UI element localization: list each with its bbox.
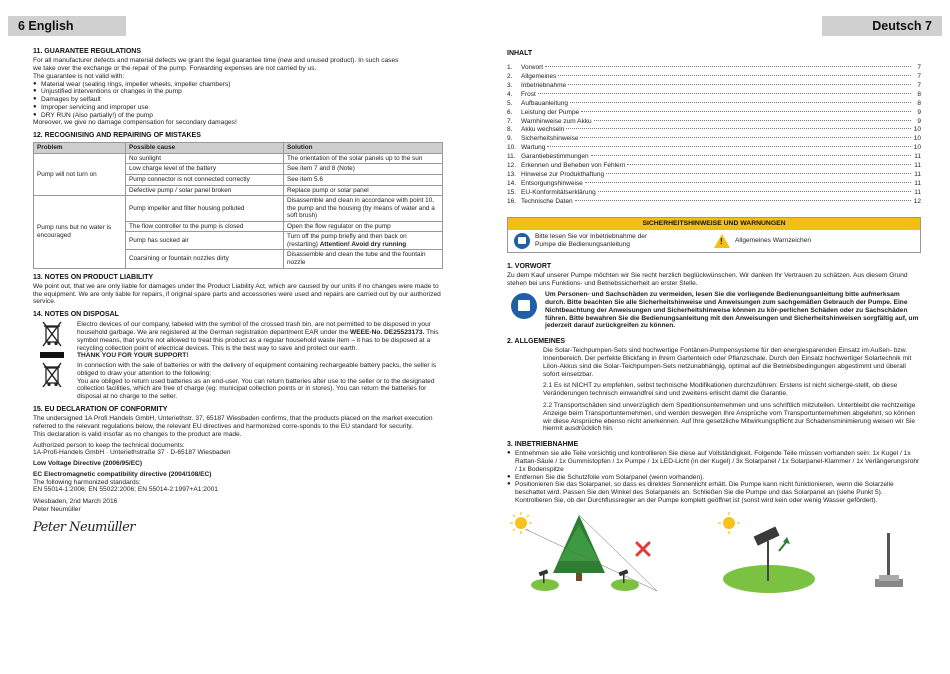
toc-entry-title: Technische Daten <box>521 197 573 205</box>
table-cell: Pump has sucked air <box>126 232 284 250</box>
toc-number: 11. <box>507 153 516 161</box>
solution-warning: Attention! Avoid dry running <box>319 240 407 248</box>
list-item: ● Damages by selfault <box>33 96 443 104</box>
disposal-text-1b: This symbol means, that you're not allowed to treat this product as a regular household waste item – it has to be disposed at a recycling collection point of electrical devices. This is the best way to save and protect our earth. <box>77 329 439 352</box>
table-cell: Open the flow regulator on the pump <box>284 221 443 232</box>
toc-number: 13. <box>507 170 517 178</box>
toc-entry <box>507 180 921 189</box>
toc-entry <box>507 91 921 100</box>
toc-number: 6. <box>507 108 513 116</box>
section-title-1: 1. VORWORT <box>507 262 552 270</box>
toc-entry-title: Warnhinweise zum Akku <box>521 117 592 125</box>
toc-page-number: 10 <box>913 144 921 152</box>
toc-page-number: 11 <box>914 179 921 187</box>
lawn-icon <box>531 579 559 591</box>
handwritten-signature: Peter Neumüller <box>33 519 135 535</box>
toc-page-number: 8 <box>917 90 921 98</box>
conformity-text-1: The undersigned 1A Profi Handels GmbH, Unteriethstr. 37, 65187 Wiesbaden confirms, that the products placed on the market execution referred to the relevant regulations below, the relevant EU directives and harmonized corre-sponds to the EU standard for security. <box>33 415 433 430</box>
toc-entry-title: Aufbauanleitung <box>521 99 568 107</box>
table-header-row <box>34 143 443 154</box>
toc-page-number: 11 <box>914 162 921 170</box>
guarantee-text-1: For all manufacturer defects and material defects we grant the legal guarantee time (new and unused product). In such cases <box>33 57 399 65</box>
toc-entry <box>507 73 921 82</box>
disposal-text-2: In connection with the sale of batteries or with the delivery of equipment containing rechargeable battery packs, the seller is obliged to draw your attention to the following: <box>77 362 437 377</box>
sun-icon <box>718 512 740 534</box>
guarantee-text-4: Moreover, we give no damage compensation for secondary damages! <box>33 119 237 127</box>
toc-entry <box>507 126 921 135</box>
toc-entry-title: EU-Konformitätserklärung <box>521 188 596 196</box>
toc-entry <box>507 162 921 171</box>
table-cell: Pump runs but no water is encouraged <box>34 196 126 268</box>
list-item: ● Unjustified interventions or changes in the pump <box>33 88 443 96</box>
safety-warning-box <box>507 217 921 253</box>
toc-entry <box>507 118 921 127</box>
toc-page-number: 7 <box>917 73 921 81</box>
toc-leader <box>575 200 911 201</box>
toc-number: 16. <box>507 197 517 205</box>
signatory-name: Peter Neumüller <box>33 505 81 513</box>
solar-panel-icon <box>754 526 780 545</box>
toc-entry-title: Erkennen und Beheben von Fehlern <box>521 162 626 170</box>
toc-number: 15. <box>507 188 517 196</box>
toc-leader <box>598 191 911 192</box>
list-item: ● Positionieren Sie das Solarpanel, so dass es direktes Sonnenlicht erhält. Die Pumpe kann nicht funktionieren, wenn die Solarzelle beschattet wird. Passen Sie den Winkel des Solarpanels an. Schließen Sie die Pumpe und das Solarpanel an (siehe Punkt 5). Kontrollieren Sie, ob der Durchflussregler an der Pumpe komplett geöffnet ist (sonst wird kein oder wenig Wasser gefördert). <box>507 481 921 504</box>
conformity-text-5: The following harmonized standards: <box>33 478 141 486</box>
toc-page-number: 8 <box>917 99 921 107</box>
toc-entry-title: Entsorgungshinweise <box>521 179 583 187</box>
toc-entry-title: Inbetriebnahme <box>521 82 567 90</box>
solar-panel-placement-illustration <box>507 511 921 593</box>
toc-number: 3. <box>507 82 513 90</box>
toc-leader <box>580 137 911 138</box>
toc-number: 8. <box>507 126 513 134</box>
table-cell: Low charge level of the battery <box>126 164 284 175</box>
section-title-11: 11. GUARANTEE REGULATIONS <box>33 48 141 55</box>
column-header: Problem <box>34 143 126 154</box>
crossed-battery-bin-icon <box>41 362 63 388</box>
disposal-text-1: Electro devices of our company, labeled with the symbol of the crossed trash bin, are not permitted to be disposed in your household garbage. We are registered at the German registration department EAR under the <box>77 321 431 337</box>
general-text-1: Die Solar-Teichpumpen-Sets sind hochwertige Fontänen-Pumpensysteme für den energiesparenden Einsatz im Außen- bzw. Innenbereich. Der perfekte Blickfang in Ihrem Gartenteich oder Pflanzschale. Durch den Einsatz hochwertiger Solartechnik mit LiIon-Akkus sind die Solar-Teichpumpen-Sets netzunabhängig, optimal auf die Betriebsbedingungen abgestimmt und überall sofort einsetzbar. <box>543 347 912 378</box>
thanks-text: THANK YOU FOR YOUR SUPPORT! <box>77 352 189 360</box>
section-title-14: 14. NOTES ON DISPOSAL <box>33 311 119 319</box>
list-item: ● Entnehmen sie alle Teile vorsichtig und kontrollieren Sie diese auf Vollständigkeit. Folgende Teile müssen vorhanden sein: 1x Kugel / 1x Rattan-Säule / 1x Gummistopfen / 1x Pumpe / 1x LED-Licht (in der Kugel) / 3x Solarpanel / 1x Solarpanel-Klammer / 1x Verlängerungsrohr / 1x Bodenspitze <box>507 450 921 473</box>
toc-entry-title: Allgemeines <box>521 73 557 81</box>
page-header-right: Deutsch 7 <box>822 16 942 36</box>
safety-warning-title: SICHERHEITSHINWEISE UND WARNUNGEN <box>508 218 920 230</box>
right-column <box>507 48 921 595</box>
page-header-left: 6 English <box>8 16 126 36</box>
guarantee-text-2: we take over the exchange or the repair of the pump. Forwarding expenses are not carried by us. <box>33 65 317 73</box>
list-item: ● Improper servicing and improper use <box>33 104 443 112</box>
toc-number: 9. <box>507 135 513 143</box>
toc-entry <box>507 171 921 180</box>
section-title-3: 3. INBETRIEBNAHME <box>507 441 579 449</box>
toc-leader <box>594 120 911 121</box>
toc-leader <box>581 111 911 112</box>
page-right <box>478 0 950 674</box>
disposal-block-1 <box>33 321 443 360</box>
list-item: ● Material wear (sealing rings, impeller wheels, impeller chambers) <box>33 81 443 89</box>
toc-number: 14. <box>507 179 517 187</box>
toc-entry <box>507 82 921 91</box>
table-cell: Disassemble and clean in accordance with point 10, the pump and the housing (by means of water and a soft brush) <box>284 196 443 222</box>
toc-entry-title: Akku wechseln <box>521 126 565 134</box>
toc-leader <box>566 128 911 129</box>
toc-number: 2. <box>507 73 513 81</box>
wrong-mark-icon <box>637 543 649 555</box>
conformity-text-2: This declaration is valid insofar as no changes to the product are made. <box>33 430 242 438</box>
general-text-2: 2.1 Es ist NICHT zu empfehlen, selbst technische Modifikationen durchzuführen: Erstens ist nicht sicherge-stellt, ob diese Veränderungen technisch einwandfrei sind und zweitens erlischt damit die Garantie. <box>543 382 898 398</box>
solution-text: Turn off the pump briefly and then back on (restarting) <box>287 233 407 248</box>
toc-entry <box>507 100 921 109</box>
emc-directive: EC Electromagnetic compatibility directive (2004/108/EC) <box>33 470 212 478</box>
disposal-text-3: You are obliged to return used batteries as an end-user. You can return batteries after use to the seller or to the designated collection facilities, which are free of charge (eg: municipal collection points or in stores). You can return the batteries for disposal at no charge to the seller. <box>77 377 435 401</box>
toc-entry-title: Leistung der Pumpe <box>521 108 580 116</box>
toc-number: 12. <box>507 162 517 170</box>
table-cell: No sunlight <box>126 153 284 164</box>
toc-leader <box>568 84 911 85</box>
section-title-2: 2. ALLGEMEINES <box>507 338 566 346</box>
list-item: ● Entfernen Sie die Schutzfolie vom Solarpanel (wenn vorhanden). <box>507 474 921 482</box>
toc-leader <box>547 146 911 147</box>
troubleshooting-table <box>33 142 443 268</box>
lawn-icon <box>611 579 639 591</box>
read-manual-text: Bitte lesen Sie vor Inbetriebnahme der Pumpe die Bedienungsanleitung <box>535 232 648 248</box>
table-cell: Disassemble and clean the tube and the fountain nozzle <box>284 250 443 268</box>
disposal-block-2 <box>33 362 443 401</box>
toc-number: 4. <box>507 90 513 98</box>
signature-date: Wiesbaden, 2nd March 2016 <box>33 498 118 506</box>
toc-title: INHALT <box>507 50 533 57</box>
toc-leader <box>591 155 911 156</box>
toc-entry <box>507 189 921 198</box>
toc-page-number: 11 <box>914 188 921 196</box>
table-of-contents <box>507 64 921 206</box>
toc-entry <box>507 198 921 207</box>
warning-mark: ! <box>720 236 723 246</box>
warning-triangle-icon <box>714 234 730 248</box>
section-title-13: 13. NOTES ON PRODUCT LIABILITY <box>33 273 154 281</box>
foreword-bold-text: Um Personen- und Sachschäden zu vermeiden, lesen Sie die vorliegende Bedienungsanleitung bitte aufmerksam durch. Bitte beachten Sie alle Sicherheitshinweise und Anweisungen zum sachgemäßen Gebrauch der Pumpe. Eine Nichtbeachtung der Anweisungen und Sicherheitshinweise können zu kör-perlichen Schäden oder zu Sachschäden führen. Bitte bewahren Sie die Bedienungsanleitung mit den Anweisungen und Sicherheitshinweisen sorgfältig auf, um jederzeit darauf zurückgreifen zu können. <box>545 291 919 330</box>
left-column <box>33 48 443 535</box>
foreword-text: Zu dem Kauf unserer Pumpe möchten wir Sie recht herzlich beglückwünschen. Wir danken Ihr Vertrauen zu schätzen. Aus diesem Grund stehen bei uns Funktions- und Betriebssicherheit an erster Stelle. <box>507 271 908 287</box>
toc-number: 7. <box>507 117 513 125</box>
standards-list: EN 55014-1:2006; EN 55022:2006; EN 55014-2:1997+A1:2001 <box>33 486 218 494</box>
toc-page-number: 7 <box>917 82 921 90</box>
toc-entry-title: Hinweise zur Produkthaftung <box>521 170 605 178</box>
page-left <box>0 0 472 674</box>
toc-page-number: 9 <box>917 117 921 125</box>
toc-leader <box>606 173 911 174</box>
list-item: ● DRY RUN (Also partially!) of the pump <box>33 112 443 120</box>
read-manual-icon <box>514 233 530 249</box>
toc-entry-title: Garantiebestimmungen <box>521 153 589 161</box>
crossed-trash-bin-icon <box>41 321 63 347</box>
weee-bar-icon <box>40 352 64 358</box>
toc-page-number: 12 <box>913 197 921 205</box>
toc-page-number: 11 <box>914 170 921 178</box>
table-cell: The flow controller to the pump is closed <box>126 221 284 232</box>
toc-leader <box>570 102 911 103</box>
low-voltage-directive: Low Voltage Directive (2006/95/EC) <box>33 460 143 468</box>
column-header: Possible cause <box>126 143 284 154</box>
weee-number: WEEE-No. DE25523173. <box>349 329 425 337</box>
toc-leader <box>585 182 911 183</box>
section-title-15: 15. EU DECLARATION OF CONFORMITY <box>33 405 168 413</box>
toc-entry-title: Wartung <box>521 144 546 152</box>
read-manual-icon-large <box>511 293 537 319</box>
toc-entry <box>507 64 921 73</box>
section-title-12: 12. RECOGNISING AND REPAIRING OF MISTAKES <box>33 132 201 140</box>
toc-page-number: 10 <box>913 135 921 143</box>
toc-page-number: 11 <box>914 153 921 161</box>
toc-page-number: 10 <box>913 126 921 134</box>
toc-entry-title: Vorwort <box>521 64 544 72</box>
table-cell: Defective pump / solar panel broken <box>126 185 284 196</box>
table-cell: Pump will not turn on <box>34 153 126 195</box>
pump-icon <box>875 533 903 587</box>
guarantee-text-3: The guarantee is not valid with: <box>33 72 125 80</box>
toc-page-number: 9 <box>917 108 921 116</box>
table-cell: The orientation of the solar panels up to the sun <box>284 153 443 164</box>
toc-number: 5. <box>507 99 513 107</box>
toc-leader <box>558 75 911 76</box>
toc-leader <box>538 93 911 94</box>
toc-page-number: 7 <box>917 64 921 72</box>
toc-leader <box>627 164 911 165</box>
conformity-address: 1A-Profi-Handels GmbH · Unteriethstraße 37 · D-65187 Wiesbaden <box>33 449 231 457</box>
tree-icon <box>553 515 605 581</box>
table-cell: Pump impeller and filter housing polluted <box>126 196 284 222</box>
table-cell: See item 5.6 <box>284 175 443 186</box>
toc-number: 10. <box>507 144 517 152</box>
table-cell: Replace pump or solar panel <box>284 185 443 196</box>
toc-number: 1. <box>507 64 513 72</box>
liability-text: We point out, that we are only liable for damages under the Product Liability Act, which are caused by our units if no changes were made to the equipment. We are only liable for repairs, if original spare parts and accessories were used and repairs are carried out by our authorized service. <box>33 282 441 306</box>
column-header: Solution <box>284 143 443 154</box>
general-text-3: 2.2 Transportschäden sind unverzüglich dem Speditionsunternehmen und uns schriftlich mitzuteilen. Unterbleibt die rechtzeitige Anzeige beim Transportunternehmen, und werden deswegen Ihre Ansprüche vom Transportunternehmen abgelehnt, so können wir diese Ansprüche ebenso nicht anerkennen. Auf Ihre gesetzliche Mitwirkungspflicht zur Schadensminimierung weisen wir Sie hiermit ausdrücklich hin. <box>543 401 916 433</box>
toc-entry <box>507 109 921 118</box>
table-cell: Pump connector is not connected correctly <box>126 175 284 186</box>
toc-leader <box>545 66 911 67</box>
table-cell: Coarsining or fountain nozzles dirty <box>126 250 284 268</box>
table-cell: See item 7 and 8 (Note) <box>284 164 443 175</box>
toc-entry-title: Frost <box>521 90 536 98</box>
toc-entry <box>507 135 921 144</box>
toc-entry <box>507 144 921 153</box>
table-row <box>34 196 443 222</box>
toc-entry <box>507 153 921 162</box>
toc-entry-title: Sicherheitshinweise <box>521 135 579 143</box>
table-cell <box>284 232 443 250</box>
conformity-text-3: Authorized person to keep the technical documents: <box>33 441 185 449</box>
general-warning-text: Allgemeines Warnzeichen <box>735 236 811 244</box>
table-row <box>34 153 443 164</box>
